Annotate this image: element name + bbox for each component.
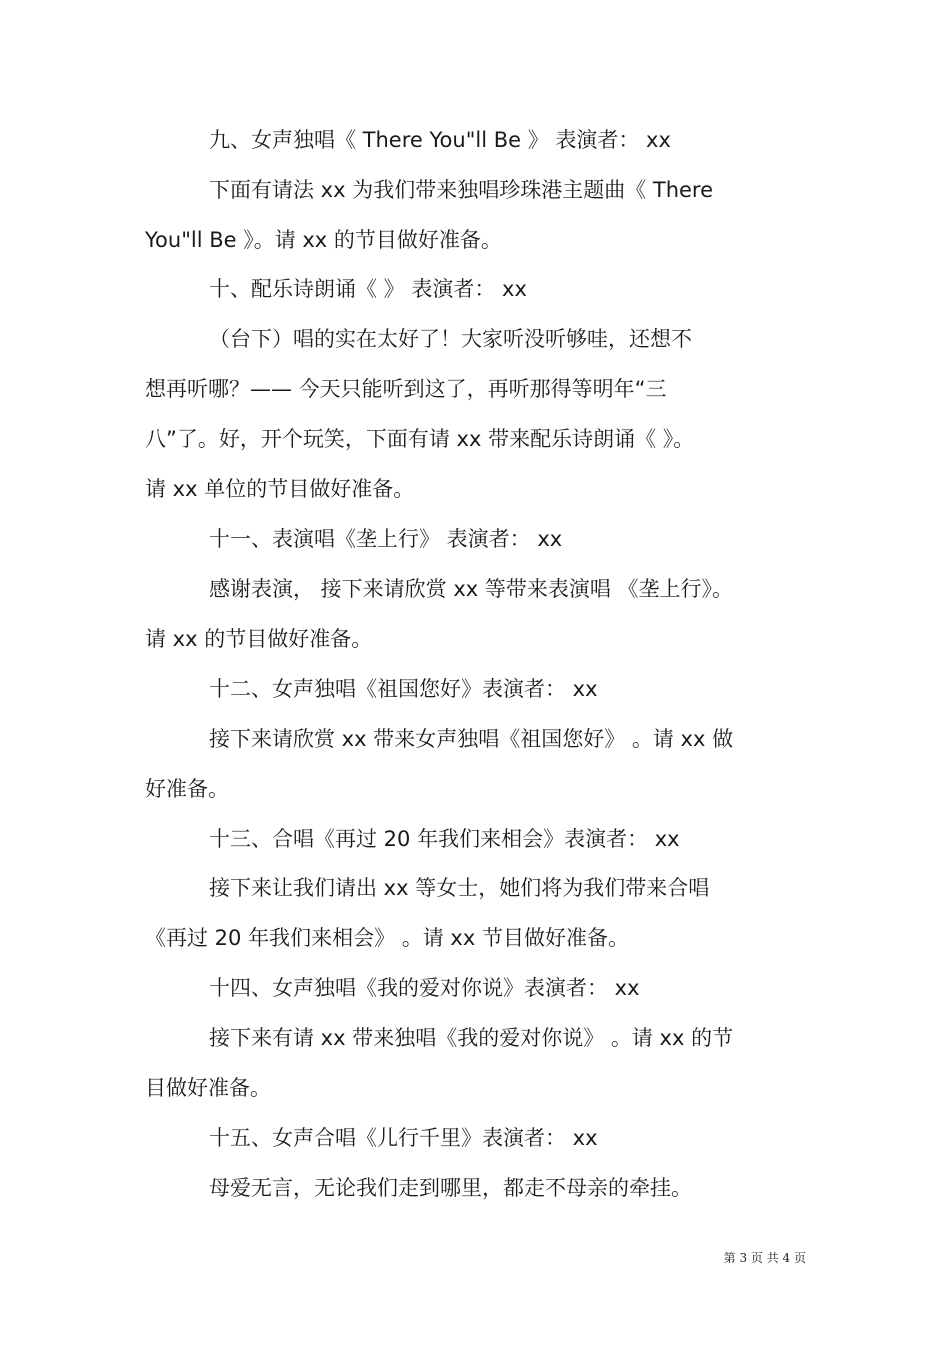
program-item-9-title: 九、女声独唱《 There You"ll Be 》 表演者： xx bbox=[209, 128, 671, 152]
program-item-10-intro-cont: 八”了。好，开个玩笑，下面有请 xx 带来配乐诗朗诵《 》。 bbox=[145, 427, 695, 451]
program-item-9-intro-cont: You"ll Be 》。请 xx 的节目做好准备。 bbox=[145, 228, 502, 252]
program-item-14-intro-cont: 目做好准备。 bbox=[145, 1076, 271, 1100]
program-item-11-title: 十一、表演唱《垄上行》 表演者： xx bbox=[209, 527, 563, 551]
program-item-12-intro-cont: 好准备。 bbox=[145, 777, 229, 801]
program-item-10-intro: （台下）唱的实在太好了！大家听没听够哇，还想不 bbox=[209, 327, 692, 351]
program-item-13-title: 十三、合唱《再过 20 年我们来相会》表演者： xx bbox=[209, 827, 680, 851]
program-item-14-intro: 接下来有请 xx 带来独唱《我的爱对你说》 。请 xx 的节 bbox=[209, 1026, 734, 1050]
program-item-11-intro: 感谢表演， 接下来请欣赏 xx 等带来表演唱 《垄上行》。 bbox=[209, 577, 734, 601]
program-item-10-title: 十、配乐诗朗诵《 》 表演者： xx bbox=[209, 277, 527, 301]
program-item-11-intro-cont: 请 xx 的节目做好准备。 bbox=[145, 627, 373, 651]
program-item-10-intro-cont: 请 xx 单位的节目做好准备。 bbox=[145, 477, 415, 501]
program-item-9-intro: 下面有请法 xx 为我们带来独唱珍珠港主题曲《 There bbox=[209, 178, 714, 202]
program-item-13-intro-cont: 《再过 20 年我们来相会》 。请 xx 节目做好准备。 bbox=[145, 926, 629, 950]
program-item-15-intro: 母爱无言，无论我们走到哪里，都走不母亲的牵挂。 bbox=[209, 1176, 692, 1200]
program-item-15-title: 十五、女声合唱《儿行千里》表演者： xx bbox=[209, 1126, 598, 1150]
program-item-10-intro-cont: 想再听哪？—— 今天只能听到这了，再听那得等明年“三 bbox=[145, 377, 667, 401]
program-item-12-intro: 接下来请欣赏 xx 带来女声独唱《祖国您好》 。请 xx 做 bbox=[209, 727, 734, 751]
program-item-13-intro: 接下来让我们请出 xx 等女士，她们将为我们带来合唱 bbox=[209, 876, 710, 900]
page-number-footer: 第 3 页 共 4 页 bbox=[723, 1251, 806, 1265]
program-item-12-title: 十二、女声独唱《祖国您好》表演者： xx bbox=[209, 677, 598, 701]
program-item-14-title: 十四、女声独唱《我的爱对你说》表演者： xx bbox=[209, 976, 640, 1000]
